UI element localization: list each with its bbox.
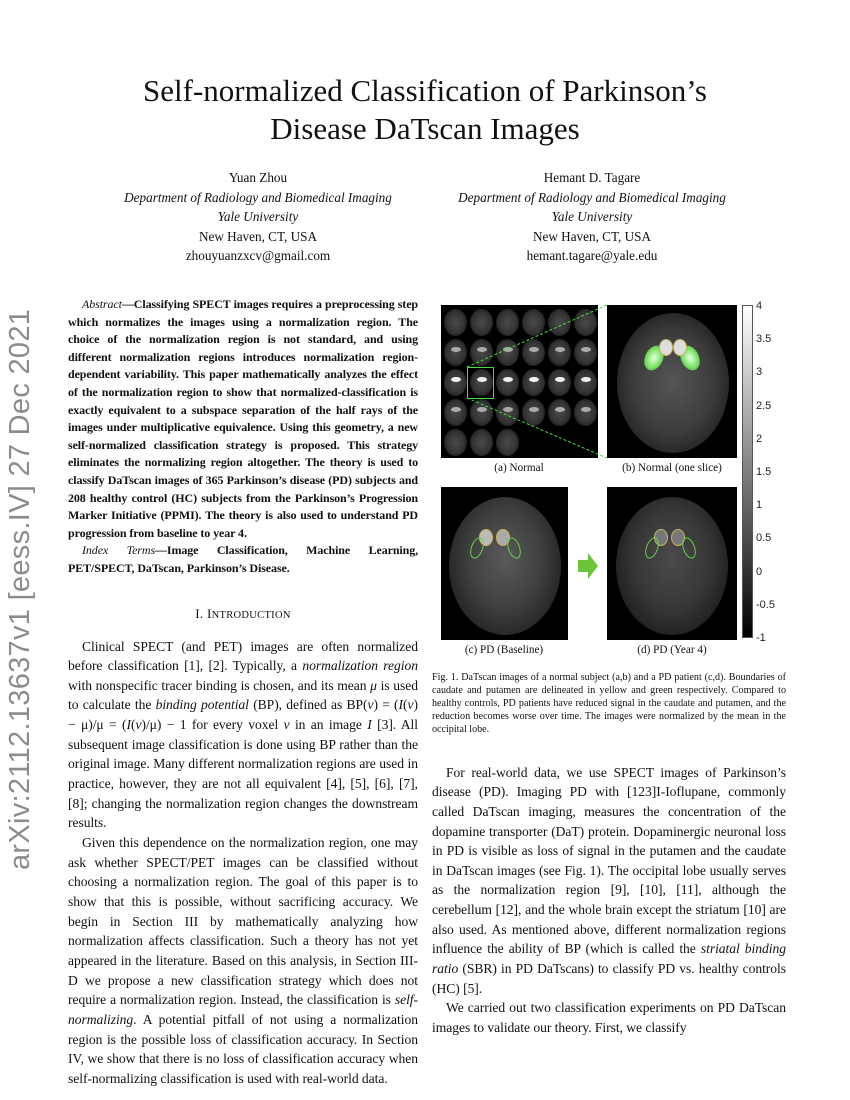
text-run: Given this dependence on the normalization region, one may ask whether SPECT/PET images can be classified without choosing a normalization region. The goal of this paper is to show that this is possible, without sacrificing accuracy. We begin in Section III by mathematically analyzing how normalization affects classification. Such a theory has not yet appeared in the literature. Based on this analysis, in Section III-D we propose a new classification strategy which does not require a normalization region. Instead, the classification is xyxy=(68,835,418,1008)
colorbar-tick-label: 0.5 xyxy=(756,532,772,545)
brain-image xyxy=(616,497,728,635)
right-column-body xyxy=(432,763,786,1038)
subcaption-c: (c) PD (Baseline) xyxy=(464,644,544,656)
body-paragraph xyxy=(68,833,418,1089)
author-univ: Yale University xyxy=(551,209,633,224)
abstract xyxy=(68,296,418,578)
section-heading xyxy=(68,606,418,624)
italic-text: μ xyxy=(370,677,377,693)
author-email[interactable]: zhouyuanzxcv@gmail.com xyxy=(185,248,331,263)
colorbar-tick-label: -0.5 xyxy=(756,598,775,611)
text-run: with nonspecific tracer binding is chosen, and its mean xyxy=(68,677,371,693)
text-run: (SBR) in PD DaTscans) to classify PD vs. healthy controls (HC) [5]. xyxy=(432,961,786,996)
index-terms-label: Index Terms xyxy=(82,543,156,558)
text-run: ( xyxy=(403,697,408,713)
subcaption-b: (b) Normal (one slice) xyxy=(622,462,722,474)
introduction-body xyxy=(68,637,418,1089)
author-name: Yuan Zhou xyxy=(228,170,288,185)
colorbar-tick-label: 3 xyxy=(756,366,763,379)
text-run: in an image xyxy=(289,717,368,733)
abstract-text: —Classifying SPECT images requires a preprocessing step which normalizes the images using a normalization region. The choice of the normalization region is not standard, and using different normalization regions introduces normalization region-dependent variability. This paper mathematically analyzes the effect of the normalization region to show that normalized-classification is exactly equivalent to a subspace separation of the half rays of the images under multiplicative equivalence. Using this geometry, a new self-normalized classification strategy is proposed. This strategy eliminates the normalizing region altogether. The theory is used to classify DaTscan images of 365 Parkinson’s disease (PD) subjects and 208 healthy control (HC) subjects from the Parkinson’s Progression Marker Initiative (PPMI). The theory is also used to understand PD progression from baseline to year 4. xyxy=(68,297,418,540)
body-paragraph xyxy=(68,637,418,834)
author-block-2 xyxy=(432,168,752,266)
colorbar-tick-label: 0 xyxy=(756,565,763,578)
italic-text: self-normalizing xyxy=(68,992,418,1027)
section-title-rest: NTRODUCTION xyxy=(211,609,291,621)
text-run: (BP), defined as BP( xyxy=(248,697,368,713)
author-name: Hemant D. Tagare xyxy=(543,170,641,185)
abstract-paragraph xyxy=(68,296,418,542)
author-email[interactable]: hemant.tagare@yale.edu xyxy=(526,248,658,263)
subcaption-d: (d) PD (Year 4) xyxy=(637,644,707,656)
index-terms xyxy=(68,542,418,577)
italic-text: binding potential xyxy=(155,697,249,713)
colorbar-tick-label: 2.5 xyxy=(756,399,772,412)
brain-image xyxy=(617,313,729,453)
author-dept: Department of Radiology and Biomedical Imaging xyxy=(124,189,392,205)
colorbar-tick-label: 1 xyxy=(756,499,763,512)
panel-d-pd-year4 xyxy=(607,487,737,640)
text-run: )/μ) − 1 for every voxel xyxy=(141,717,284,733)
title-line-1: Self-normalized Classification of Parkinson’s xyxy=(143,73,707,108)
text-run: ) = ( xyxy=(373,697,399,713)
italic-text: v xyxy=(367,697,374,713)
colorbar-tick-label: -1 xyxy=(756,632,766,644)
left-column xyxy=(68,296,418,1089)
italic-text: I xyxy=(126,717,131,733)
colorbar-tick-label: 4 xyxy=(756,300,763,312)
paper-title xyxy=(60,72,790,148)
section-number: I. xyxy=(195,605,207,621)
left-caudate xyxy=(659,339,673,356)
zoom-lines xyxy=(440,300,615,465)
text-run: For real-world data, we use SPECT images of Parkinson’s disease (PD). Imaging PD with [123]I-Ioflupane, commonly called DaTscan imaging, measures the concentration of the dopamine transporter (DaT) protein. Dopaminergic neuronal loss in PD is visible as loss of signal in the putamen and the caudate in DaTscan images (see Fig. 1). The occipital lobe usually serves as the normalization region [9], [10], [11], although the cerebellum [12], and the whole brain except the striatum [10] are also used. As mentioned above, different normalization regions influence the ability of BP (which is called the xyxy=(432,764,786,957)
italic-text: normalization region xyxy=(302,658,418,674)
arxiv-stamp: arXiv:2112.13637v1 [eess.IV] 27 Dec 2021 xyxy=(4,308,36,870)
author-city: New Haven, CT, USA xyxy=(532,228,652,244)
text-run: ( xyxy=(131,717,136,733)
index-terms-text: —Image Classification, Machine Learning, PET/SPECT, DaTscan, Parkinson’s Disease. xyxy=(68,543,419,575)
panel-c-pd-baseline xyxy=(441,487,568,640)
colorbar-tick-label: 1.5 xyxy=(756,466,772,478)
section-initial: I xyxy=(206,605,212,621)
text-run: ) − μ)/μ = ( xyxy=(68,697,418,733)
italic-text: v xyxy=(407,697,414,713)
author-city: New Haven, CT, USA xyxy=(198,228,318,244)
italic-text: I xyxy=(367,717,372,733)
colorbar-tick-label: 3.5 xyxy=(756,333,772,346)
subcaption-a: (a) Normal xyxy=(494,462,544,474)
italic-text: I xyxy=(398,697,404,713)
progression-arrow-icon xyxy=(578,553,598,579)
text-run: Clinical SPECT (and PET) images are often normalized before classification [1], [2]. Typically, a xyxy=(68,638,418,674)
text-run: We carried out two classification experiments on PD DaTscan images to validate our theory. First, we classify xyxy=(432,1000,786,1036)
author-dept: Department of Radiology and Biomedical Imaging xyxy=(458,189,726,205)
abstract-label: Abstract xyxy=(82,297,122,311)
colorbar-tick-label: 2 xyxy=(756,432,763,445)
italic-text: v xyxy=(283,717,290,733)
italic-text: v xyxy=(135,717,142,733)
title-line-2: Disease DaTscan Images xyxy=(270,111,580,146)
right-caudate xyxy=(673,339,687,356)
text-run: is used to calculate the xyxy=(68,677,418,713)
figure-caption: Fig. 1. DaTscan images of a normal subject (a,b) and a PD patient (c,d). Boundaries of caudate and putamen are delineated in yellow and green respectively. Compared to healthy controls, PD patients have reduced signal in the caudate and putamen, and the reduction becomes worse over time. The images were normalized by the mean in the occipital lobe. xyxy=(432,672,786,735)
text-run: [3]. All subsequent image classification is done using BP rather than the original image. Many different normalization regions are used in practice, however, they are not all equivalent [4], [5], [6], [7], [8]; changing the normalization region changes the downstream results. xyxy=(68,717,419,831)
body-paragraph xyxy=(432,763,786,999)
body-paragraph xyxy=(432,998,786,1037)
colorbar xyxy=(742,305,753,638)
brain-image xyxy=(449,497,561,635)
text-run: . A potential pitfall of not using a normalization region is the possible loss of classification accuracy. In Section IV, we show that there is no loss of classification accuracy when self-normalizing classification is used with real-world data. xyxy=(68,1011,418,1086)
author-univ: Yale University xyxy=(217,209,299,224)
italic-text: striatal binding ratio xyxy=(432,941,786,977)
panel-b-single-slice xyxy=(607,305,737,458)
author-block-1 xyxy=(98,168,418,266)
right-column xyxy=(432,672,786,1038)
